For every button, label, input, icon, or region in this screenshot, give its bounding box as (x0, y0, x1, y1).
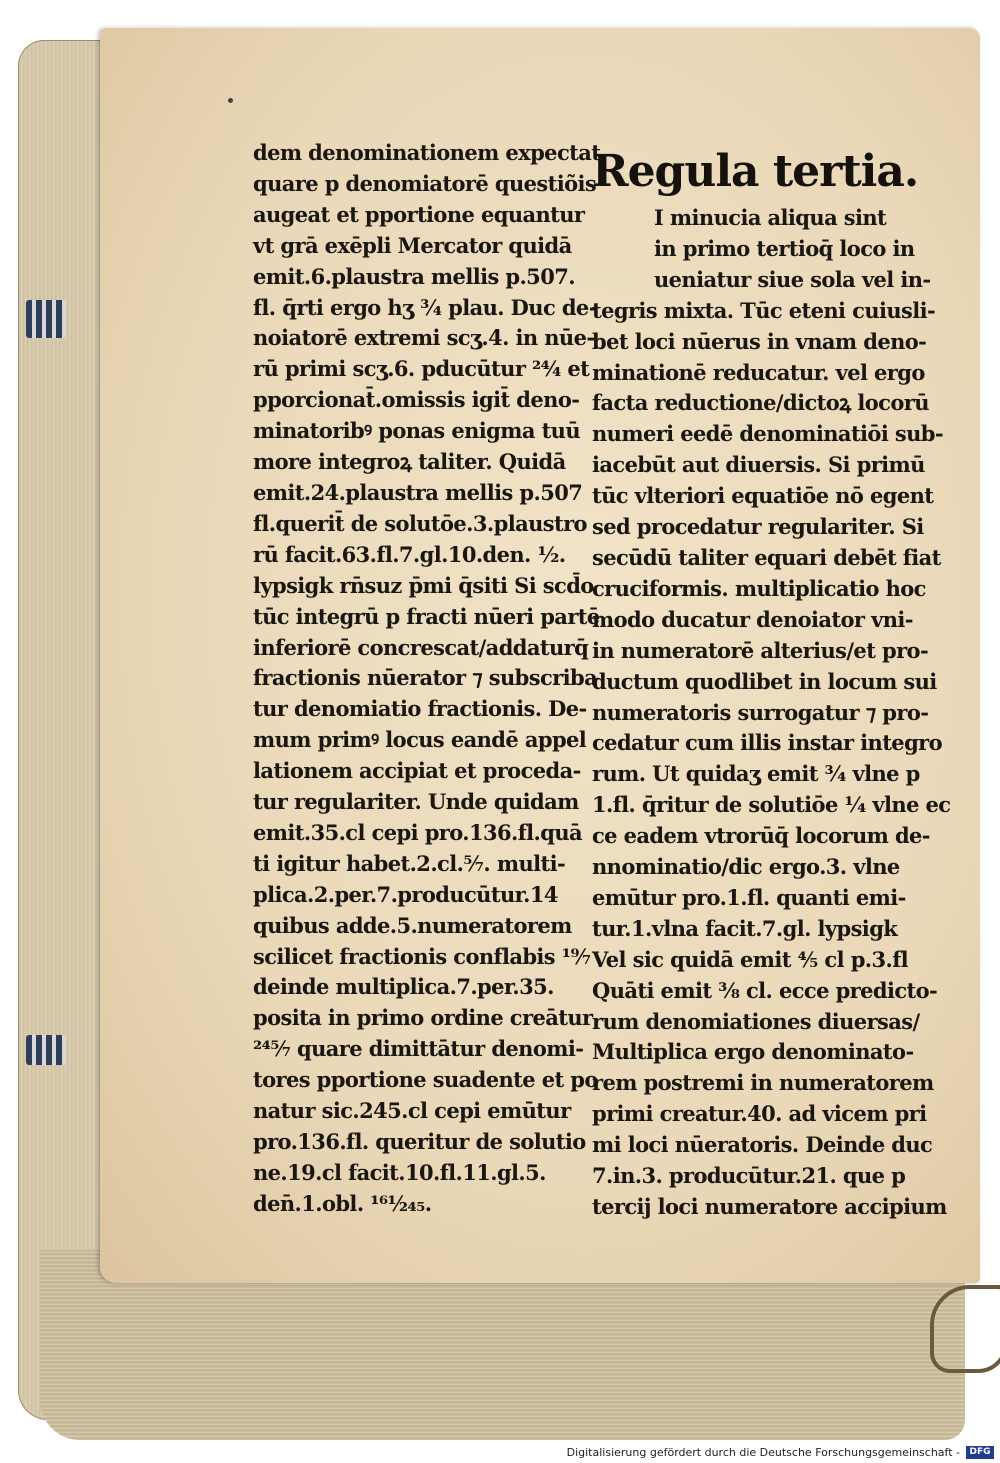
text-line: sed procedatur regulariter. Si (592, 514, 924, 540)
ink-speck (228, 98, 233, 103)
text-line: tūc vlteriori equatiōe nō egent (592, 483, 934, 509)
text-line: pro.136.fl. queritur de solutio (253, 1129, 586, 1154)
text-line: emit.35.cl cepi pro.136.fl.quā (253, 819, 583, 845)
text-line: emit.24.plaustra mellis p.507 (253, 479, 583, 505)
text-line: pporcionat̄.omissis igit̄ deno- (253, 387, 580, 413)
text-line: mi loci nūeratoris. Deinde duc (592, 1132, 933, 1158)
text-line: tūc integrū p fracti nūeri partē (253, 603, 600, 629)
text-line: numeratoris surrogatur ⁊ pro- (592, 699, 929, 725)
text-line: 7.in.3. producūtur.21. que p (592, 1163, 906, 1189)
text-line: rem postremi in numeratorem (592, 1070, 934, 1096)
text-line: dem denominationem expectat (253, 140, 601, 165)
text-line: Multiplica ergo denominato- (592, 1039, 914, 1065)
text-line: vt grā exēpli Mercator quidā (253, 232, 572, 258)
text-line: inferiorē concrescat/addaturq̄ (253, 634, 589, 660)
text-line: Vel sic quidā emit ⁴⁄₅ cl p.3.fl (592, 946, 909, 972)
text-line: mum primꝰ locus eandē appel (253, 727, 587, 753)
text-line: tur.1.vlna facit.7.gl. lypsigk (592, 915, 898, 941)
text-line: primi creatur.40. ad vicem pri (592, 1101, 927, 1127)
text-line: minationē reducatur. vel ergo (592, 359, 925, 385)
section-heading: Regula tertia. (592, 146, 919, 197)
text-line: modo ducatur denoiator vni- (592, 606, 913, 632)
text-line: ce eadem vtrorūq̄ locorum de- (592, 823, 930, 849)
footer-bar (0, 1443, 1000, 1463)
text-line: rum. Ut quidaʒ emit ¾ vlne p (592, 761, 920, 787)
text-line: bet loci nūerus in vnam deno- (592, 328, 927, 354)
right-text-column (592, 143, 951, 1223)
text-line: cruciformis. multiplicatio hoc (592, 575, 926, 601)
text-line: rū primi scʒ.6. pducūtur ²⁴⁄₄ et (253, 356, 590, 382)
text-line: tores pportione suadente et po (253, 1067, 598, 1093)
text-line: tegris mixta. Tūc eteni cuiusli- (592, 297, 936, 323)
text-line: emūtur pro.1.fl. quanti emi- (592, 884, 906, 910)
text-line: numeri eedē denominatiōi sub- (592, 421, 944, 447)
text-line: deinde multiplica.7.per.35. (253, 974, 554, 1000)
text-line: quare p denomiatorē questiõis (253, 170, 597, 196)
text-line: fl.querit̄ de solutōe.3.plaustro (253, 510, 587, 536)
text-line: Quāti emit ⅜ cl. ecce predicto- (592, 977, 938, 1003)
text-line: scilicet fractionis conflabis ¹⁹⁄₇ (253, 943, 591, 969)
text-line: I minucia aliqua sint (654, 205, 887, 230)
funding-credit: Digitalisierung gefördert durch die Deutsche Forschungsgemeinschaft - (566, 1446, 960, 1459)
text-line: fl. q̄rti ergo hʒ ¾ plau. Duc de- (253, 294, 597, 320)
text-line: fractionis nūerator ⁊ subscriba (253, 665, 598, 691)
text-line: lationem accipiat et proceda- (253, 758, 581, 784)
text-line: rum denomiationes diuersas/ (592, 1008, 920, 1034)
text-line: minatoribꝰ ponas enigma tuū (253, 418, 581, 444)
text-line: facta reductione/dictoꝝ locorū (592, 390, 929, 416)
text-line: 1.fl. q̄ritur de solutiōe ¼ vlne ec (592, 792, 951, 818)
text-line: ueniatur siue sola vel in- (654, 266, 931, 292)
binding-thread-upper (26, 300, 66, 338)
text-line: augeat et pportione equantur (253, 201, 585, 227)
binding-cord (930, 1285, 1000, 1373)
text-line: ²⁴⁵⁄₇ quare dimittātur denomi- (253, 1036, 584, 1062)
text-line: lypsigk rn̄suz p̄mi q̄siti Si scd̄o (253, 572, 594, 598)
text-line: tur denomiatio fractionis. De- (253, 696, 587, 722)
text-line: natur sic.245.cl cepi emūtur (253, 1098, 571, 1124)
text-line: cedatur cum illis instar integro (592, 730, 943, 756)
text-line: noiatorē extremi scʒ.4. in nūe- (253, 325, 595, 351)
text-line: tercij loci numeratore accipium (592, 1194, 947, 1219)
text-line: secūdū taliter equari debēt fiat (592, 544, 941, 570)
binding-thread-lower (26, 1035, 66, 1065)
text-line: quibus adde.5.numeratorem (253, 912, 572, 938)
text-line: tur regulariter. Unde quidam (253, 789, 579, 815)
text-line: in numeratorē alterius/et pro- (592, 637, 929, 663)
text-line: more integroꝝ taliter. Quidā (253, 449, 566, 475)
text-line: rū facit.63.fl.7.gl.10.den. ½. (253, 541, 566, 567)
text-line: plica.2.per.7.producūtur.14 (253, 881, 558, 907)
text-line: iacebūt aut diuersis. Si primū (592, 452, 925, 478)
text-line: posita in primo ordine creātur (253, 1005, 593, 1031)
left-text-column (253, 138, 601, 1220)
text-line: ti igitur habet.2.cl.⁵⁄₇. multi- (253, 850, 566, 876)
dfg-logo: DFG (966, 1446, 994, 1459)
text-line: nnominatio/dic ergo.3. vlne (592, 854, 900, 880)
text-line: in primo tertioq̄ loco in (654, 235, 915, 261)
text-line: ductum quodlibet in locum sui (592, 668, 937, 694)
text-line: den̄.1.obl. ¹⁶¹⁄₂₄₅. (253, 1190, 432, 1216)
text-line: ne.19.cl facit.10.fl.11.gl.5. (253, 1159, 546, 1185)
text-line: emit.6.plaustra mellis p.507. (253, 263, 575, 289)
